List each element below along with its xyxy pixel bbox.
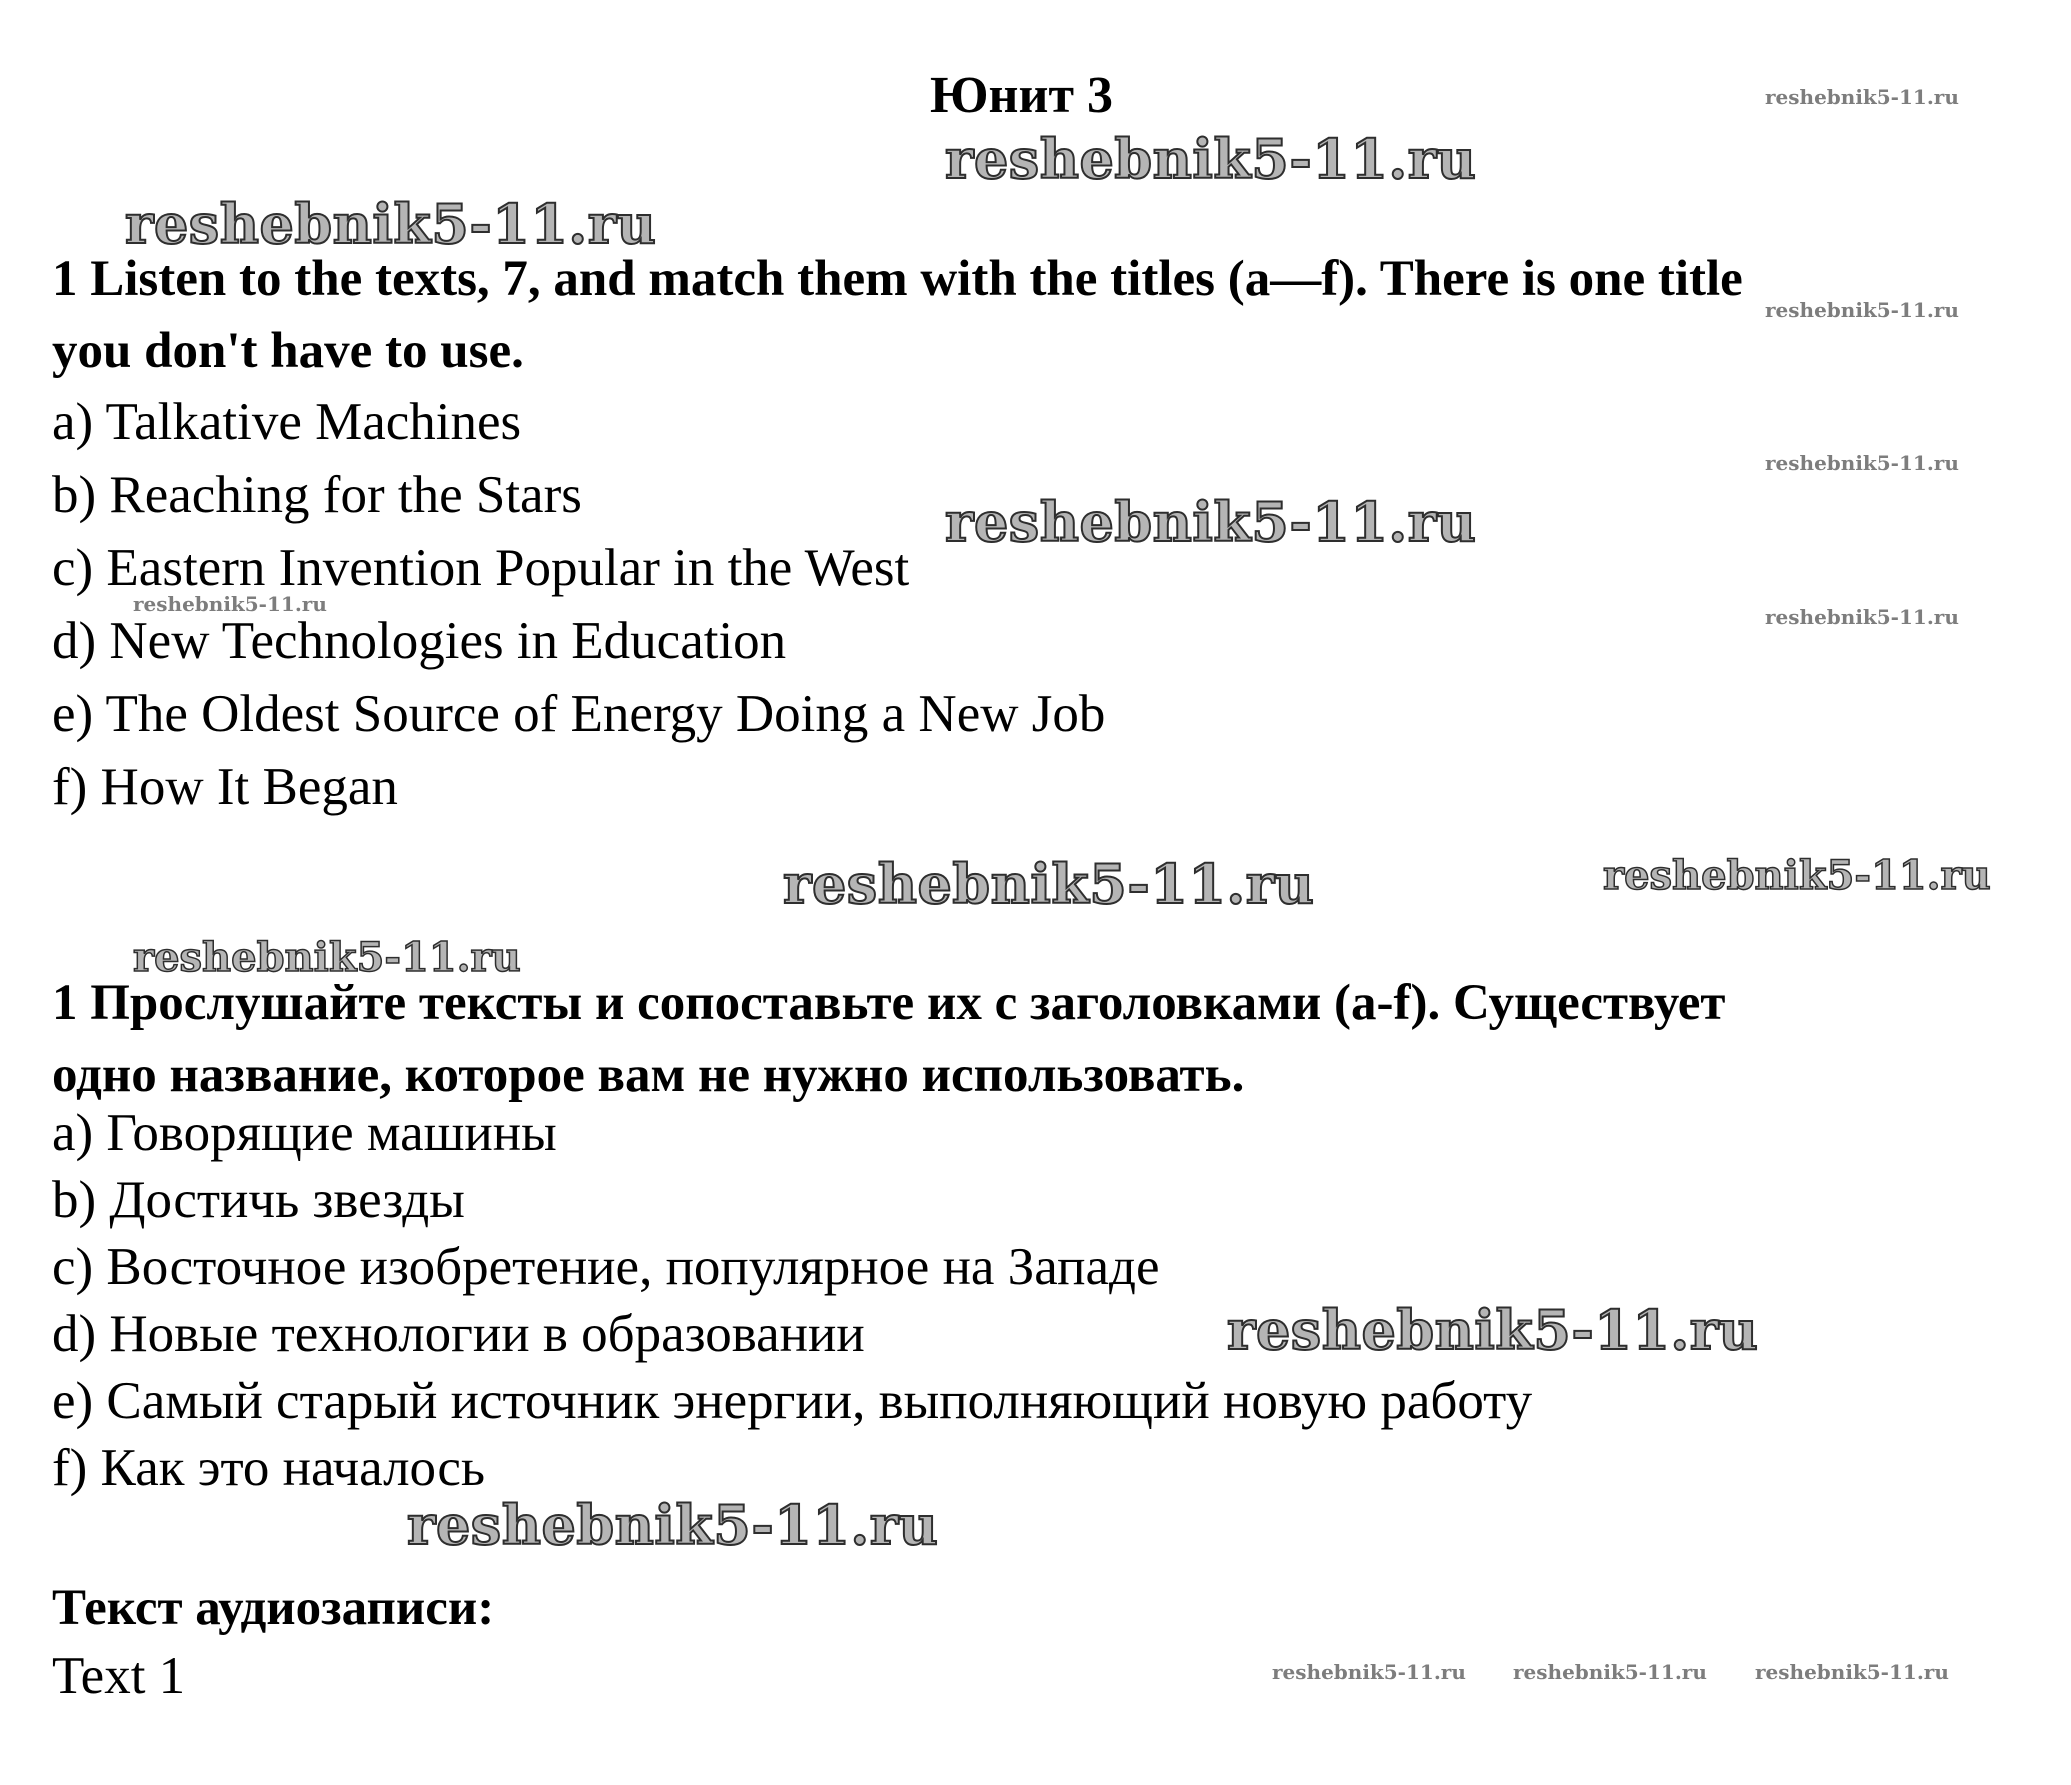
list-item: d) New Technologies in Education bbox=[52, 612, 787, 670]
list-item: e) The Oldest Source of Energy Doing a New Job bbox=[52, 685, 1106, 743]
heading-line: you don't have to use. bbox=[52, 323, 524, 379]
list-item: b) Reaching for the Stars bbox=[52, 466, 582, 524]
heading-line: 1 Прослушайте тексты и сопоставьте их с заголовками (a-f). Существует bbox=[52, 975, 1726, 1031]
watermark: reshebnik5-11.ru bbox=[1765, 85, 1959, 109]
list-item: e) Самый старый источник энергии, выполняющий новую работу bbox=[52, 1372, 1533, 1430]
english-task-heading bbox=[52, 243, 1743, 387]
list-item: b) Достичь звезды bbox=[52, 1171, 465, 1229]
russian-task-heading bbox=[52, 967, 1725, 1111]
list-item: d) Новые технологии в образовании bbox=[52, 1305, 865, 1363]
list-item: f) How It Began bbox=[52, 758, 398, 816]
audio-heading: Текст аудиозаписи: bbox=[52, 1580, 495, 1636]
watermark: reshebnik5-11.ru bbox=[1603, 852, 1991, 899]
list-item: c) Восточное изобретение, популярное на Западе bbox=[52, 1238, 1160, 1296]
watermark: reshebnik5-11.ru bbox=[1765, 605, 1959, 629]
watermark: reshebnik5-11.ru bbox=[407, 1493, 939, 1557]
watermark: reshebnik5-11.ru bbox=[1272, 1660, 1466, 1684]
watermark: reshebnik5-11.ru bbox=[945, 490, 1477, 554]
watermark: reshebnik5-11.ru bbox=[125, 192, 657, 256]
audio-text-label: Text 1 bbox=[52, 1647, 186, 1705]
watermark: reshebnik5-11.ru bbox=[1755, 1660, 1949, 1684]
watermark: reshebnik5-11.ru bbox=[783, 852, 1315, 916]
watermark: reshebnik5-11.ru bbox=[945, 127, 1477, 191]
watermark: reshebnik5-11.ru bbox=[1765, 298, 1959, 322]
heading-line: одно название, которое вам не нужно использовать. bbox=[52, 1047, 1245, 1103]
watermark: reshebnik5-11.ru bbox=[1513, 1660, 1707, 1684]
watermark: reshebnik5-11.ru bbox=[133, 592, 327, 616]
list-item: a) Talkative Machines bbox=[52, 393, 522, 451]
russian-options-list bbox=[52, 1100, 1532, 1502]
page-title: Юнит 3 bbox=[930, 67, 1114, 124]
heading-line: 1 Listen to the texts, 7, and match them with the titles (a—f). There is one title bbox=[52, 251, 1743, 307]
list-item: c) Eastern Invention Popular in the West bbox=[52, 539, 910, 597]
watermark: reshebnik5-11.ru bbox=[1765, 451, 1959, 475]
list-item: a) Говорящие машины bbox=[52, 1104, 557, 1162]
watermark: reshebnik5-11.ru bbox=[1227, 1298, 1759, 1362]
list-item: f) Как это началось bbox=[52, 1439, 486, 1497]
english-options-list bbox=[52, 386, 1105, 824]
watermark: reshebnik5-11.ru bbox=[133, 934, 521, 981]
